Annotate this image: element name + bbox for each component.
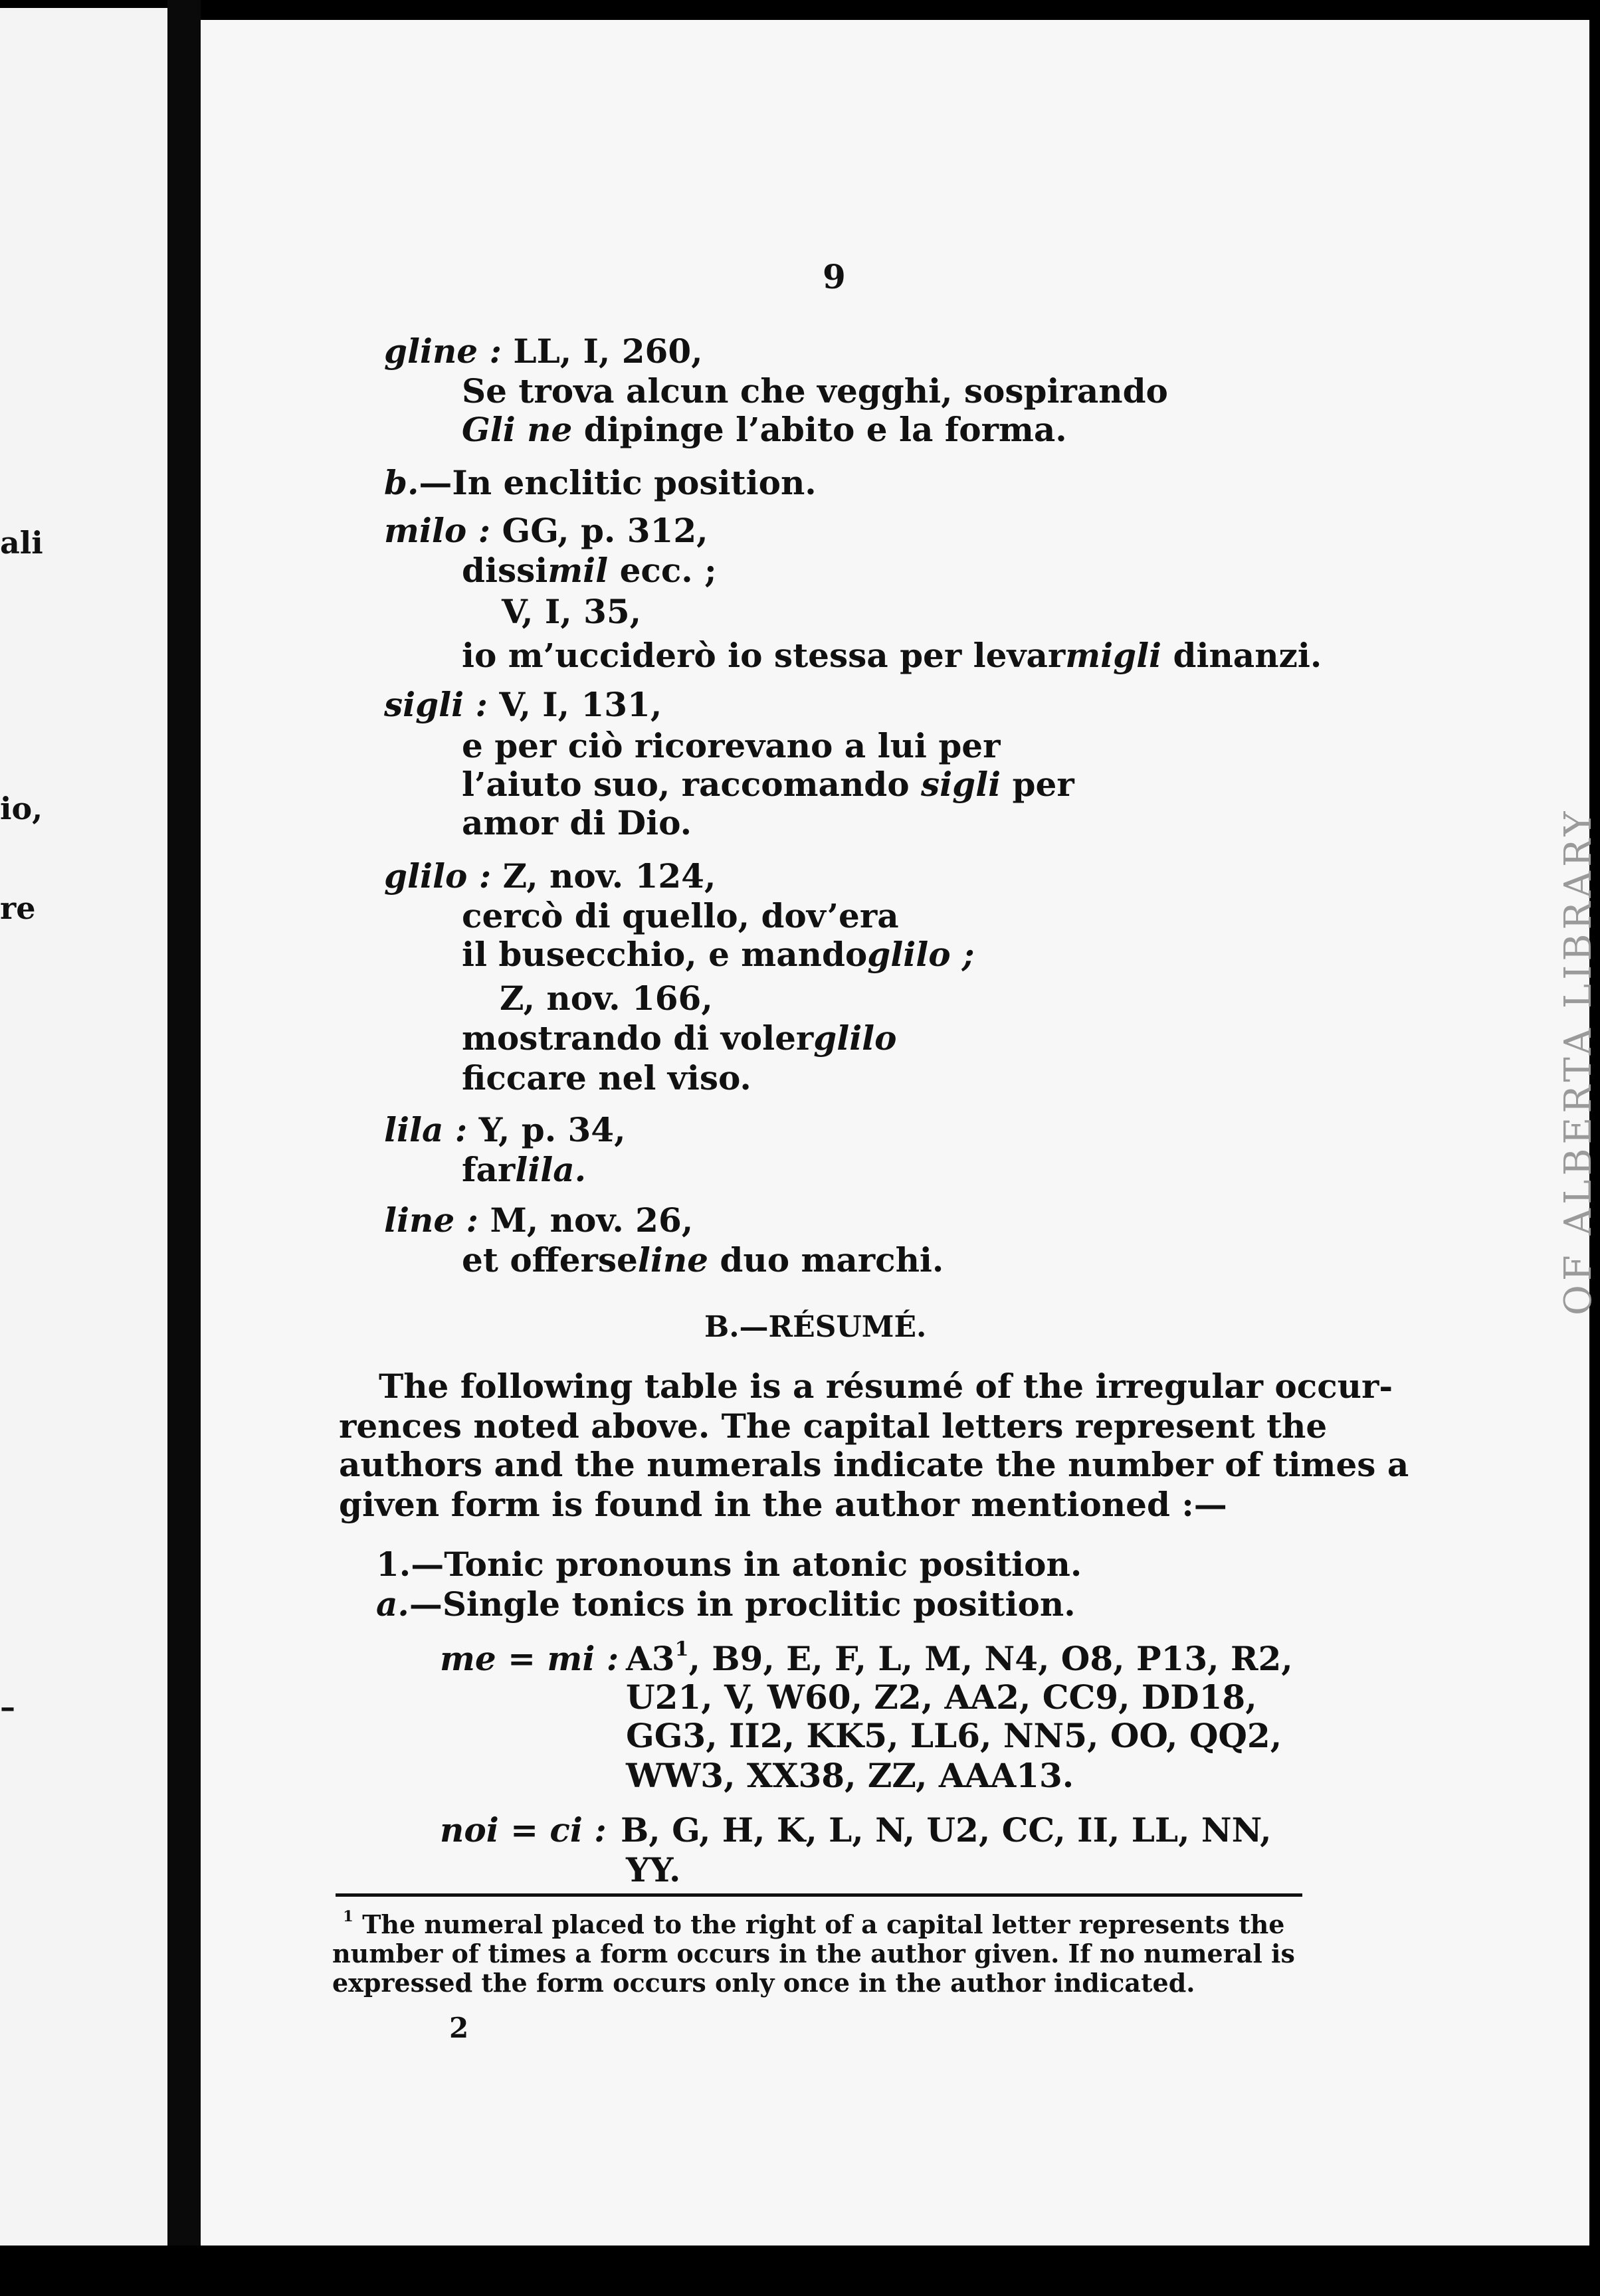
glilo-quote-4: ficcare nel viso. xyxy=(462,1058,751,1098)
glilo-ref-2: Z, nov. 166, xyxy=(500,979,713,1018)
me-mi-line-2: U21, V, W60, Z2, AA2, CC9, DD18, xyxy=(626,1677,1257,1717)
resume-paragraph-line: given form is found in the author mentioned :— xyxy=(339,1485,1227,1524)
footnote-line: number of times a form occurs in the author given. If no numeral is xyxy=(332,1939,1295,1968)
facing-fragment: re xyxy=(0,890,36,926)
item-a-heading: a.—Single tonics in proclitic position. xyxy=(376,1584,1076,1624)
scan-bottom-border xyxy=(0,2246,1595,2296)
milo-entry: milo : GG, p. 312, xyxy=(384,511,708,550)
me-mi-line-4: WW3, XX38, ZZ, AAA13. xyxy=(626,1756,1074,1795)
milo-ref-2: V, I, 35, xyxy=(502,592,642,631)
resume-paragraph-line: authors and the numerals indicate the number of times a xyxy=(339,1445,1409,1484)
section-b-heading: b.—In enclitic position. xyxy=(384,463,817,502)
lila-quote: farlila. xyxy=(462,1150,587,1189)
sigli-entry: sigli : V, I, 131, xyxy=(384,685,662,724)
glilo-quote-1: cercò di quello, dov’era xyxy=(462,896,899,935)
library-stamp-text: OF ALBERTA LIBRARY xyxy=(1557,807,1600,1315)
resume-heading: B.—RÉSUMÉ. xyxy=(704,1310,927,1344)
sigli-quote-2: l’aiuto suo, raccomando sigli per xyxy=(462,765,1074,804)
gline-quote-1: Se trova alcun che vegghi, sospirando xyxy=(462,371,1168,411)
me-mi-line-1: $A3^1$, B9, E, F, L, M, N4, O8, P13, R2, xyxy=(626,1638,1293,1678)
facing-fragment: io, xyxy=(0,791,43,826)
library-stamp xyxy=(1551,807,1600,1322)
glilo-quote-3: mostrando di volerglilo xyxy=(462,1018,897,1058)
noi-ci-line-2: YY. xyxy=(626,1850,681,1889)
milo-quote-1: dissimil ecc. ; xyxy=(462,551,717,590)
line-entry: line : M, nov. 26, xyxy=(384,1200,694,1240)
book-gutter xyxy=(167,0,201,2296)
glilo-entry: glilo : Z, nov. 124, xyxy=(384,856,716,896)
footnote-line: $^1$ The numeral placed to the right of a capital letter represents the xyxy=(343,1908,1285,1939)
page-number: 9 xyxy=(823,257,846,296)
milo-quote-2: io m’ucciderò io stessa per levarmigli dinanzi. xyxy=(462,636,1322,675)
resume-paragraph-line: rences noted above. The capital letters represent the xyxy=(339,1406,1328,1446)
me-mi-label: me = mi : xyxy=(440,1639,619,1678)
line-quote: et offerseline duo marchi. xyxy=(462,1240,944,1280)
footnote-line: expressed the form occurs only once in the author indicated. xyxy=(332,1968,1195,1998)
noi-ci-label: noi = ci : xyxy=(440,1810,607,1850)
resume-paragraph-line: The following table is a résumé of the irregular occur- xyxy=(379,1367,1393,1406)
glilo-quote-2: il busecchio, e mandoglilo ; xyxy=(462,935,975,974)
item-1-heading: 1.—Tonic pronouns in atonic position. xyxy=(376,1545,1082,1584)
facing-fragment: ali xyxy=(0,525,43,561)
signature-mark: 2 xyxy=(449,2012,469,2044)
sigli-quote-3: amor di Dio. xyxy=(462,803,692,842)
scan-top-border xyxy=(0,0,1595,15)
lila-entry: lila : Y, p. 34, xyxy=(384,1110,626,1149)
footnote-rule xyxy=(336,1893,1302,1897)
gline-ref: LL, I, 260, xyxy=(513,332,703,371)
noi-ci-line-1: B, G, H, K, L, N, U2, CC, II, LL, NN, xyxy=(621,1810,1272,1850)
facing-fragment: – xyxy=(0,1689,15,1725)
gline-quote-2: Gli ne dipinge l’abito e la forma. xyxy=(462,410,1067,449)
sigli-quote-1: e per ciò ricorevano a lui per xyxy=(462,726,1001,765)
facing-page xyxy=(0,8,167,2267)
me-mi-line-3: GG3, II2, KK5, LL6, NN5, OO, QQ2, xyxy=(626,1716,1282,1755)
form-gline: gline : xyxy=(384,332,502,371)
gline-entry xyxy=(384,332,703,371)
